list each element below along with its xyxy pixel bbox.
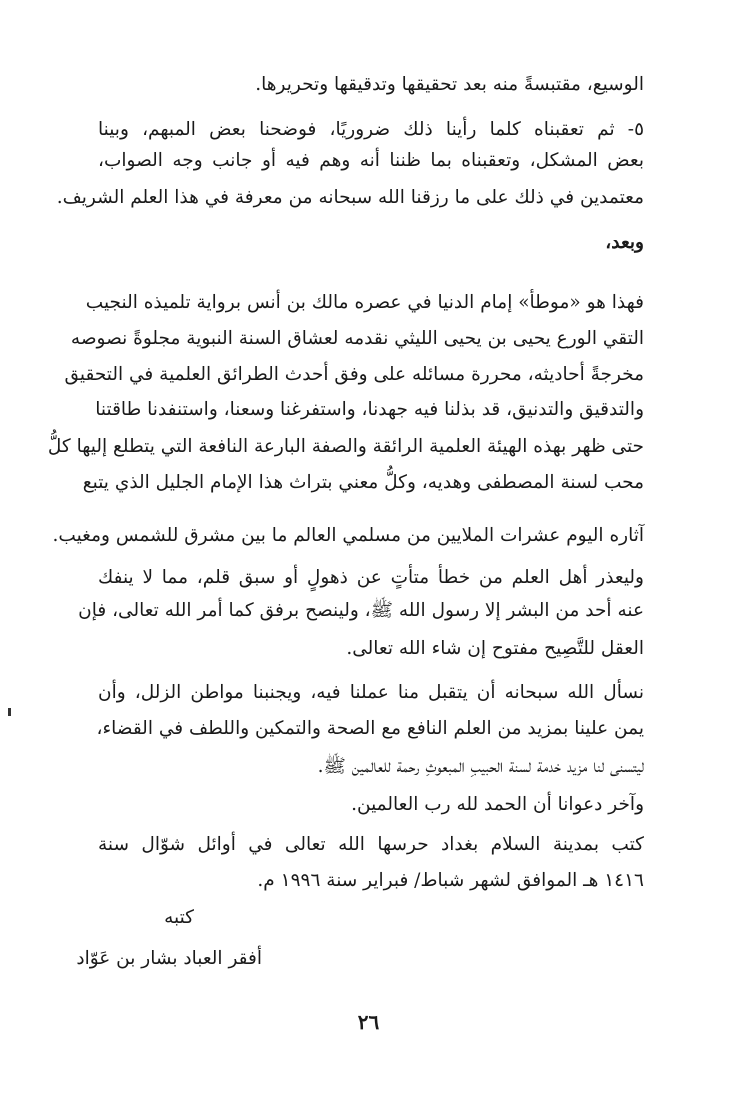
signature-name: أفقر العباد بشار بن عَوّاد (76, 948, 262, 969)
text-line: العقل للتَّصِيح مفتوح إن شاء الله تعالى. (346, 638, 644, 659)
text-line: كتب بمدينة السلام بغداد حرسها الله تعالى في أوائل شوّال سنة (98, 834, 644, 855)
text-line: ١٤١٦ هـ الموافق لشهر شباط/ فبراير سنة ١٩٩٦ م. (257, 870, 644, 891)
text-line: بعض المشكل، وتعقبناه بما ظننا أنه وهم فيه أو جانب وجه الصواب، (98, 150, 644, 171)
margin-mark (8, 708, 11, 716)
text-line: نسأل الله سبحانه أن يتقبل منا عملنا فيه، ويجنبنا مواطن الزلل، وأن (98, 682, 644, 703)
text-line: وليعذر أهل العلم من خطأ متأتٍ عن ذهولٍ أو سبق قلم، مما لا ينفك (98, 567, 644, 588)
text-line: حتى ظهر بهذه الهيئة العلمية الرائقة والصفة البارعة النافعة التي يتطلع إليها كلُّ (47, 436, 644, 457)
text-line: آثاره اليوم عشرات الملايين من مسلمي العالم ما بين مشرق للشمس ومغيب. (52, 525, 644, 546)
text-line: الوسيع، مقتبسةً منه بعد تحقيقها وتدقيقها وتحريرها. (255, 74, 644, 95)
text-line: يمن علينا بمزيد من العلم النافع مع الصحة والتمكين واللطف في القضاء، (96, 718, 644, 739)
section-heading: وبعد، (605, 232, 644, 253)
signature-label: كتبه (164, 907, 194, 928)
text-line: التقي الورع يحيى بن يحيى الليثي نقدمه لعشاق السنة النبوية مجلوةً نصوصه (70, 328, 644, 349)
text-line: والتدقيق والتدنيق، قد بذلنا فيه جهدنا، واستفرغنا وسعنا، واستنفدنا طاقتنا (95, 399, 644, 420)
text-line: محب لسنة المصطفى وهديه، وكلُّ معني بتراث هذا الإمام الجليل الذي يتبع (82, 472, 644, 493)
text-line: ٥- ثم تعقبناه كلما رأينا ذلك ضروريًا، فوضحنا بعض المبهم، وبينا (98, 119, 644, 140)
text-line: وآخر دعوانا أن الحمد لله رب العالمين. (351, 794, 644, 815)
text-line: معتمدين في ذلك على ما رزقنا الله سبحانه من معرفة في هذا العلم الشريف. (56, 187, 644, 208)
page-number: ٢٦ (357, 1010, 380, 1034)
text-line: عنه أحد من البشر إلا رسول الله ﷺ، ولينصح برفق كما أمر الله تعالى، فإن (78, 600, 644, 621)
text-line: ليتسنى لنا مزيد خدمة لسنة الحبيبِ المبعوثِ رحمة للعالمين ﷺ. (317, 756, 644, 777)
text-line: مخرجةً أحاديثه، محررة مسائله على وفق أحدث الطرائق العلمية في التحقيق (64, 364, 644, 385)
text-line: فهذا هو «موطأ» إمام الدنيا في عصره مالك بن أنس برواية تلميذه النجيب (85, 292, 644, 313)
